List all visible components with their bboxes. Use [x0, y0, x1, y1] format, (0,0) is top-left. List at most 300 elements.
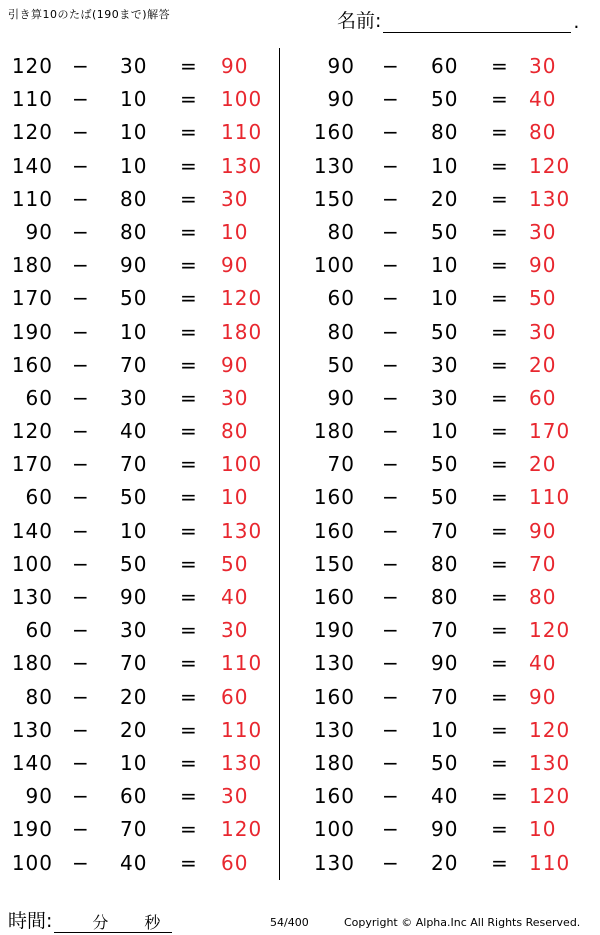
problem-row	[0, 316, 280, 349]
subtrahend: 80	[120, 219, 148, 244]
minuend: 90	[25, 784, 53, 809]
answer: 120	[221, 817, 263, 842]
equals-sign: =	[180, 319, 197, 344]
minuend: 160	[313, 784, 355, 809]
problem-row	[305, 150, 585, 183]
answer: 40	[529, 87, 557, 112]
subtrahend: 90	[120, 585, 148, 609]
equals-sign: =	[180, 585, 197, 609]
minus-sign: −	[72, 485, 89, 510]
equals-sign: =	[491, 54, 508, 78]
problem-row	[305, 813, 585, 846]
answer: 110	[221, 717, 263, 742]
subtrahend: 30	[120, 54, 148, 78]
problem-row	[305, 316, 585, 349]
minus-sign: −	[72, 286, 89, 311]
problem-row	[0, 647, 280, 680]
problem-row	[305, 116, 585, 149]
worksheet-title: 引き算10のたば(190まで)解答	[8, 8, 171, 21]
equals-sign: =	[491, 253, 508, 278]
minus-sign: −	[72, 618, 89, 643]
minus-sign: −	[382, 618, 399, 643]
time-blank-line[interactable]	[54, 910, 172, 933]
minuend: 170	[11, 452, 53, 477]
minuend: 90	[25, 219, 53, 244]
equals-sign: =	[491, 784, 508, 809]
answer: 120	[529, 618, 571, 643]
equals-sign: =	[180, 651, 197, 676]
subtrahend: 60	[120, 784, 148, 809]
answer: 10	[529, 817, 557, 842]
answer: 80	[529, 585, 557, 609]
subtrahend: 80	[431, 120, 459, 145]
minus-sign: −	[72, 153, 89, 178]
subtrahend: 70	[120, 352, 148, 377]
minuend: 160	[313, 120, 355, 145]
minus-sign: −	[382, 352, 399, 377]
equals-sign: =	[180, 817, 197, 842]
minuend: 110	[11, 186, 53, 211]
minus-sign: −	[382, 54, 399, 78]
subtrahend: 50	[120, 286, 148, 311]
minutes-label: 分	[92, 913, 109, 932]
minuend: 110	[11, 87, 53, 112]
minuend: 130	[11, 717, 53, 742]
answer: 10	[221, 219, 249, 244]
equals-sign: =	[180, 87, 197, 112]
minus-sign: −	[382, 485, 399, 510]
equals-sign: =	[491, 817, 508, 842]
name-field	[337, 6, 579, 33]
equals-sign: =	[180, 452, 197, 477]
minuend: 160	[313, 485, 355, 510]
subtrahend: 10	[431, 717, 459, 742]
problem-row	[305, 183, 585, 216]
subtrahend: 10	[120, 750, 148, 775]
minuend: 60	[327, 286, 355, 311]
minuend: 190	[11, 319, 53, 344]
problem-row	[305, 681, 585, 714]
minuend: 150	[313, 551, 355, 576]
equals-sign: =	[491, 87, 508, 112]
equals-sign: =	[180, 518, 197, 543]
subtrahend: 80	[431, 585, 459, 609]
minuend: 60	[25, 385, 53, 410]
problem-row	[0, 382, 280, 415]
answer: 60	[529, 385, 557, 410]
answer: 130	[221, 153, 263, 178]
answer: 30	[529, 219, 557, 244]
minus-sign: −	[72, 750, 89, 775]
minuend: 90	[327, 385, 355, 410]
minuend: 170	[11, 286, 53, 311]
problem-row	[305, 714, 585, 747]
answer: 80	[529, 120, 557, 145]
equals-sign: =	[491, 385, 508, 410]
problem-row	[0, 614, 280, 647]
answer: 30	[221, 618, 249, 643]
subtrahend: 70	[431, 618, 459, 643]
equals-sign: =	[491, 219, 508, 244]
answer: 180	[221, 319, 263, 344]
minuend: 160	[313, 684, 355, 709]
problem-row	[305, 647, 585, 680]
answer: 110	[529, 485, 571, 510]
right-problem-column	[305, 50, 585, 880]
problem-row	[0, 481, 280, 514]
answer: 120	[529, 784, 571, 809]
minus-sign: −	[72, 319, 89, 344]
answer: 170	[529, 419, 571, 444]
subtrahend: 60	[431, 54, 459, 78]
equals-sign: =	[491, 551, 508, 576]
minus-sign: −	[382, 518, 399, 543]
equals-sign: =	[180, 485, 197, 510]
equals-sign: =	[491, 750, 508, 775]
minus-sign: −	[72, 253, 89, 278]
minuend: 140	[11, 750, 53, 775]
answer: 40	[221, 585, 249, 609]
minus-sign: −	[382, 385, 399, 410]
equals-sign: =	[491, 850, 508, 875]
answer: 130	[529, 186, 571, 211]
answer: 130	[221, 750, 263, 775]
subtrahend: 30	[120, 385, 148, 410]
problem-row	[0, 548, 280, 581]
subtrahend: 40	[120, 419, 148, 444]
subtrahend: 50	[431, 219, 459, 244]
answer: 30	[221, 385, 249, 410]
answer: 70	[529, 551, 557, 576]
problem-row	[305, 548, 585, 581]
problem-row	[305, 415, 585, 448]
answer: 90	[221, 253, 249, 278]
minus-sign: −	[382, 219, 399, 244]
minuend: 120	[11, 54, 53, 78]
equals-sign: =	[491, 452, 508, 477]
subtrahend: 10	[431, 153, 459, 178]
minus-sign: −	[72, 850, 89, 875]
subtrahend: 70	[431, 518, 459, 543]
problem-row	[0, 282, 280, 315]
minuend: 130	[313, 153, 355, 178]
answer: 50	[221, 551, 249, 576]
minuend: 140	[11, 518, 53, 543]
minuend: 80	[25, 684, 53, 709]
equals-sign: =	[491, 485, 508, 510]
minus-sign: −	[382, 651, 399, 676]
minuend: 180	[313, 419, 355, 444]
minuend: 100	[313, 253, 355, 278]
equals-sign: =	[491, 419, 508, 444]
equals-sign: =	[180, 850, 197, 875]
equals-sign: =	[180, 419, 197, 444]
minus-sign: −	[382, 319, 399, 344]
answer: 90	[529, 253, 557, 278]
equals-sign: =	[491, 352, 508, 377]
equals-sign: =	[180, 717, 197, 742]
answer: 130	[529, 750, 571, 775]
problem-row	[0, 150, 280, 183]
answer: 30	[529, 54, 557, 78]
minus-sign: −	[72, 551, 89, 576]
equals-sign: =	[491, 717, 508, 742]
subtrahend: 90	[120, 253, 148, 278]
copyright-notice: Copyright © Alpha.Inc All Rights Reserved.	[344, 916, 581, 929]
subtrahend: 70	[120, 452, 148, 477]
equals-sign: =	[491, 153, 508, 178]
answer: 30	[221, 186, 249, 211]
time-field	[8, 906, 172, 933]
answer: 100	[221, 452, 263, 477]
answer: 50	[529, 286, 557, 311]
equals-sign: =	[180, 54, 197, 78]
minus-sign: −	[382, 784, 399, 809]
equals-sign: =	[491, 618, 508, 643]
minus-sign: −	[72, 684, 89, 709]
minuend: 80	[327, 219, 355, 244]
problem-row	[305, 780, 585, 813]
answer: 10	[221, 485, 249, 510]
answer: 100	[221, 87, 263, 112]
problem-row	[305, 614, 585, 647]
minus-sign: −	[382, 684, 399, 709]
minus-sign: −	[72, 87, 89, 112]
minus-sign: −	[382, 253, 399, 278]
name-label: 名前:	[337, 10, 382, 32]
subtrahend: 20	[431, 186, 459, 211]
minuend: 180	[313, 750, 355, 775]
problem-row	[305, 847, 585, 880]
subtrahend: 10	[120, 153, 148, 178]
subtrahend: 10	[120, 518, 148, 543]
problem-row	[305, 216, 585, 249]
minus-sign: −	[72, 385, 89, 410]
equals-sign: =	[180, 385, 197, 410]
minuend: 80	[327, 319, 355, 344]
subtrahend: 10	[120, 87, 148, 112]
subtrahend: 50	[431, 87, 459, 112]
minuend: 130	[11, 585, 53, 609]
problem-row	[0, 183, 280, 216]
minuend: 100	[11, 551, 53, 576]
answer: 60	[221, 850, 249, 875]
answer: 90	[221, 352, 249, 377]
minus-sign: −	[72, 54, 89, 78]
subtrahend: 70	[120, 817, 148, 842]
minus-sign: −	[382, 850, 399, 875]
minus-sign: −	[382, 419, 399, 444]
name-blank-line[interactable]	[383, 12, 571, 33]
answer: 110	[221, 651, 263, 676]
minuend: 190	[313, 618, 355, 643]
equals-sign: =	[180, 153, 197, 178]
minus-sign: −	[382, 87, 399, 112]
minus-sign: −	[382, 120, 399, 145]
minus-sign: −	[72, 120, 89, 145]
problem-row	[0, 349, 280, 382]
subtrahend: 20	[120, 684, 148, 709]
subtrahend: 30	[431, 352, 459, 377]
problem-row	[305, 249, 585, 282]
subtrahend: 10	[120, 319, 148, 344]
problem-row	[0, 813, 280, 846]
minuend: 180	[11, 253, 53, 278]
answer: 120	[529, 153, 571, 178]
minuend: 140	[11, 153, 53, 178]
subtrahend: 80	[120, 186, 148, 211]
minus-sign: −	[382, 452, 399, 477]
minuend: 70	[327, 452, 355, 477]
subtrahend: 70	[120, 651, 148, 676]
equals-sign: =	[180, 253, 197, 278]
minuend: 100	[313, 817, 355, 842]
problem-row	[305, 382, 585, 415]
answer: 20	[529, 352, 557, 377]
problem-row	[305, 747, 585, 780]
answer: 40	[529, 651, 557, 676]
answer: 80	[221, 419, 249, 444]
minuend: 150	[313, 186, 355, 211]
answer: 120	[529, 717, 571, 742]
subtrahend: 80	[431, 551, 459, 576]
answer: 20	[529, 452, 557, 477]
minuend: 60	[25, 618, 53, 643]
problem-row	[305, 83, 585, 116]
answer: 90	[221, 54, 249, 78]
problem-row	[0, 116, 280, 149]
minus-sign: −	[382, 153, 399, 178]
minus-sign: −	[382, 717, 399, 742]
problem-row	[0, 448, 280, 481]
equals-sign: =	[491, 684, 508, 709]
problem-row	[0, 780, 280, 813]
minuend: 160	[313, 518, 355, 543]
subtrahend: 50	[431, 750, 459, 775]
seconds-label: 秒	[144, 913, 161, 932]
equals-sign: =	[491, 518, 508, 543]
minuend: 130	[313, 651, 355, 676]
equals-sign: =	[180, 618, 197, 643]
answer: 90	[529, 518, 557, 543]
problem-row	[305, 481, 585, 514]
answer: 60	[221, 684, 249, 709]
problem-row	[0, 249, 280, 282]
equals-sign: =	[491, 319, 508, 344]
minuend: 160	[11, 352, 53, 377]
problem-row	[0, 681, 280, 714]
subtrahend: 70	[431, 684, 459, 709]
answer: 110	[529, 850, 571, 875]
subtrahend: 50	[120, 485, 148, 510]
equals-sign: =	[180, 352, 197, 377]
time-label: 時間:	[8, 910, 53, 932]
minus-sign: −	[72, 817, 89, 842]
subtrahend: 90	[431, 651, 459, 676]
minus-sign: −	[72, 651, 89, 676]
problem-row	[305, 515, 585, 548]
subtrahend: 10	[120, 120, 148, 145]
equals-sign: =	[491, 286, 508, 311]
subtrahend: 50	[431, 319, 459, 344]
problem-row	[0, 581, 280, 614]
minuend: 50	[327, 352, 355, 377]
minuend: 120	[11, 419, 53, 444]
equals-sign: =	[180, 684, 197, 709]
subtrahend: 90	[431, 817, 459, 842]
minus-sign: −	[72, 717, 89, 742]
subtrahend: 40	[120, 850, 148, 875]
problem-row	[0, 216, 280, 249]
problem-row	[305, 50, 585, 83]
minus-sign: −	[72, 419, 89, 444]
answer: 120	[221, 286, 263, 311]
subtrahend: 10	[431, 286, 459, 311]
minus-sign: −	[72, 219, 89, 244]
minus-sign: −	[72, 585, 89, 609]
problem-row	[305, 448, 585, 481]
left-problem-column	[0, 50, 280, 880]
subtrahend: 30	[431, 385, 459, 410]
answer: 30	[529, 319, 557, 344]
name-dot: .	[573, 11, 580, 33]
minuend: 180	[11, 651, 53, 676]
equals-sign: =	[180, 219, 197, 244]
page-number: 54/400	[270, 916, 309, 929]
minus-sign: −	[382, 286, 399, 311]
equals-sign: =	[180, 784, 197, 809]
minus-sign: −	[72, 352, 89, 377]
minuend: 90	[327, 54, 355, 78]
minus-sign: −	[382, 750, 399, 775]
equals-sign: =	[180, 286, 197, 311]
equals-sign: =	[180, 750, 197, 775]
subtrahend: 20	[120, 717, 148, 742]
problem-row	[0, 515, 280, 548]
problem-row	[0, 714, 280, 747]
equals-sign: =	[491, 585, 508, 609]
problem-row	[0, 415, 280, 448]
subtrahend: 50	[120, 551, 148, 576]
minuend: 120	[11, 120, 53, 145]
subtrahend: 10	[431, 253, 459, 278]
minus-sign: −	[72, 186, 89, 211]
minuend: 90	[327, 87, 355, 112]
minuend: 130	[313, 717, 355, 742]
problem-row	[0, 50, 280, 83]
answer: 30	[221, 784, 249, 809]
equals-sign: =	[180, 551, 197, 576]
minuend: 100	[11, 850, 53, 875]
answer: 110	[221, 120, 263, 145]
problem-row	[0, 747, 280, 780]
equals-sign: =	[491, 651, 508, 676]
minus-sign: −	[72, 518, 89, 543]
problem-row	[305, 282, 585, 315]
equals-sign: =	[180, 186, 197, 211]
subtrahend: 10	[431, 419, 459, 444]
minuend: 60	[25, 485, 53, 510]
answer: 130	[221, 518, 263, 543]
minus-sign: −	[382, 585, 399, 609]
subtrahend: 50	[431, 485, 459, 510]
problem-row	[0, 83, 280, 116]
subtrahend: 40	[431, 784, 459, 809]
minuend: 130	[313, 850, 355, 875]
problem-row	[0, 847, 280, 880]
answer: 90	[529, 684, 557, 709]
minus-sign: −	[72, 784, 89, 809]
